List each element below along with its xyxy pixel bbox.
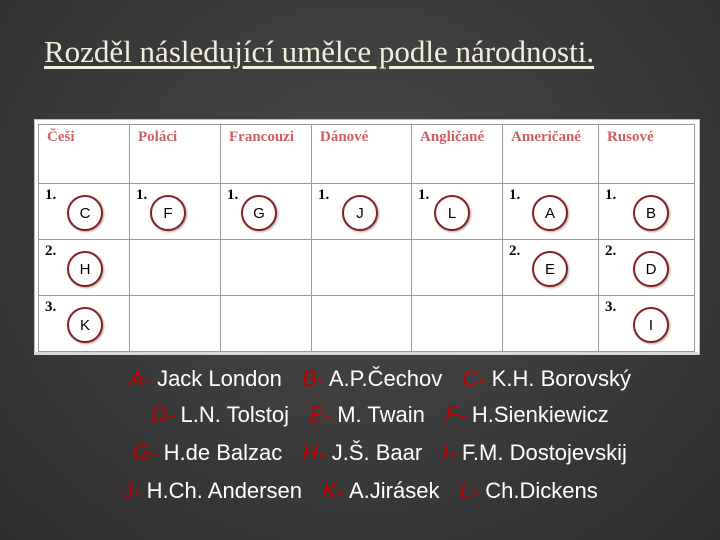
table-cell: [412, 240, 503, 296]
column-header: Američané: [503, 125, 599, 184]
artist-name: L.N. Tolstoj: [180, 402, 289, 427]
row-number: 1.: [418, 187, 430, 203]
artist-name: J.Š. Baar: [331, 440, 423, 465]
legend-key: C-: [462, 366, 486, 391]
table-cell: [221, 240, 312, 296]
legend-item: [133, 440, 282, 465]
legend-key: L-: [459, 478, 480, 503]
column-header: Rusové: [599, 125, 695, 184]
answer-circle[interactable]: H: [67, 251, 103, 287]
row-number: 2.: [605, 243, 617, 259]
table-cell: [312, 184, 412, 240]
answer-circle[interactable]: I: [633, 307, 669, 343]
table-cell: [39, 240, 130, 296]
table-cell: [412, 296, 503, 352]
legend-key: G-: [133, 440, 158, 465]
table-cell: [39, 184, 130, 240]
row-number: 3.: [45, 299, 57, 315]
table-bottom-rule: [34, 352, 698, 355]
table-cell: [312, 240, 412, 296]
answer-circle[interactable]: B: [633, 195, 669, 231]
slide-title: Rozděl následující umělce podle národnosti.: [44, 34, 595, 69]
row-number: 1.: [227, 187, 239, 203]
artist-name: F.M. Dostojevskij: [461, 440, 627, 465]
table-cell: [130, 184, 221, 240]
legend-item: [302, 440, 422, 465]
row-number: 1.: [45, 187, 57, 203]
legend-item: [462, 366, 631, 391]
assignment-table-frame: [34, 119, 700, 355]
table-cell: [503, 184, 599, 240]
answer-circle[interactable]: F: [150, 195, 186, 231]
legend-item: [309, 402, 425, 427]
table-cell: [503, 296, 599, 352]
legend-line: [0, 440, 720, 466]
answer-circle[interactable]: K: [67, 307, 103, 343]
table-cell: [503, 240, 599, 296]
artist-name: H.de Balzac: [163, 440, 283, 465]
column-header: Dánové: [312, 125, 412, 184]
row-number: 1.: [136, 187, 148, 203]
table-cell: [412, 184, 503, 240]
artist-name: Jack London: [157, 366, 282, 391]
column-header: Češi: [39, 125, 130, 184]
legend-key: A-: [128, 366, 151, 391]
legend-line: [0, 478, 720, 504]
table-cell: [130, 296, 221, 352]
legend-key: D-: [151, 402, 175, 427]
legend-key: E-: [309, 402, 332, 427]
legend-key: K-: [322, 478, 345, 503]
legend-item: [129, 366, 282, 391]
table-cell: [599, 296, 695, 352]
legend-item: [460, 478, 598, 503]
table-cell: [221, 296, 312, 352]
legend-item: [445, 402, 609, 427]
answer-circle[interactable]: G: [241, 195, 277, 231]
row-number: 1.: [318, 187, 330, 203]
artist-name: A.P.Čechov: [328, 366, 443, 391]
row-number: 2.: [45, 243, 57, 259]
legend-line: [0, 402, 720, 428]
answer-circle[interactable]: J: [342, 195, 378, 231]
table-cell: [599, 240, 695, 296]
artist-name: M. Twain: [337, 402, 425, 427]
table-cell: [599, 184, 695, 240]
legend-key: F-: [444, 402, 466, 427]
table-cell: [39, 296, 130, 352]
artist-name: Ch.Dickens: [485, 478, 598, 503]
answer-circle[interactable]: L: [434, 195, 470, 231]
artist-name: H.Ch. Andersen: [146, 478, 302, 503]
column-header: Angličané: [412, 125, 503, 184]
table-row: [39, 184, 695, 240]
legend-item: [442, 440, 627, 465]
answer-circle[interactable]: A: [532, 195, 568, 231]
legend-key: H-: [302, 440, 326, 465]
answer-circle[interactable]: D: [633, 251, 669, 287]
artist-name: K.H. Borovský: [491, 366, 632, 391]
table-header-row: [39, 125, 695, 184]
answer-circle[interactable]: E: [532, 251, 568, 287]
row-number: 2.: [509, 243, 521, 259]
row-number: 3.: [605, 299, 617, 315]
table-cell: [221, 184, 312, 240]
legend-key: I-: [442, 440, 456, 465]
legend-item: [302, 366, 442, 391]
row-number: 1.: [509, 187, 521, 203]
legend-item: [122, 478, 302, 503]
artist-name: H.Sienkiewicz: [471, 402, 609, 427]
legend-key: B-: [301, 366, 324, 391]
legend-item: [322, 478, 439, 503]
assignment-table: [38, 124, 695, 352]
column-header: Francouzi: [221, 125, 312, 184]
legend-item: [151, 402, 289, 427]
table-row: [39, 296, 695, 352]
table-cell: [130, 240, 221, 296]
table-row: [39, 240, 695, 296]
column-header: Poláci: [130, 125, 221, 184]
artist-name: A.Jirásek: [349, 478, 440, 503]
table-cell: [312, 296, 412, 352]
legend-line: [0, 366, 720, 392]
row-number: 1.: [605, 187, 617, 203]
answer-circle[interactable]: C: [67, 195, 103, 231]
legend-key: J-: [122, 478, 141, 503]
